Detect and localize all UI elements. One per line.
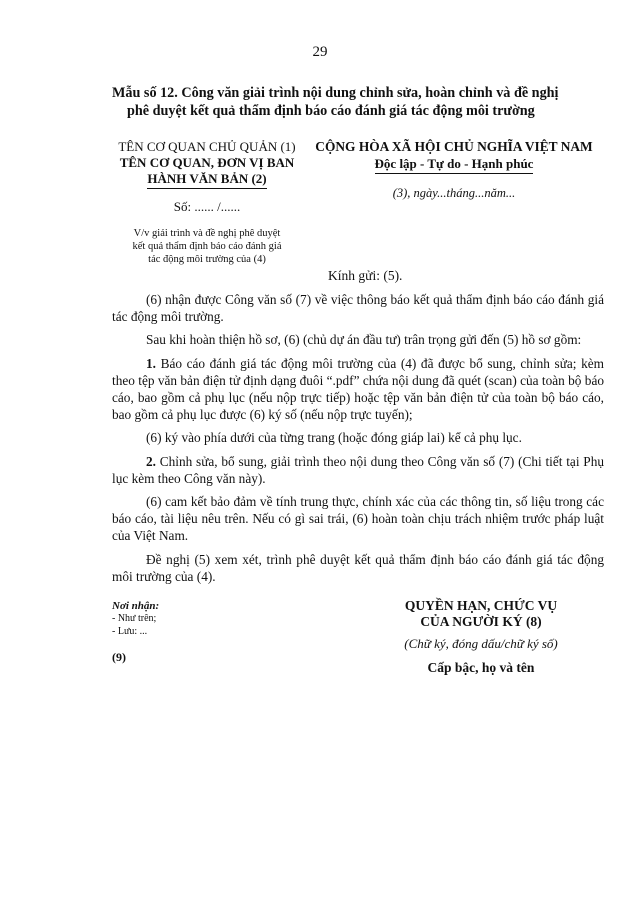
subject-line-2: kết quả thẩm định báo cáo đánh giá bbox=[132, 241, 282, 252]
body-paragraph-1: (6) nhận được Công văn số (7) về việc thông báo kết quả thẩm định báo cáo đánh giá tác động môi trường. bbox=[112, 292, 604, 325]
item-text-2: Chỉnh sửa, bổ sung, giải trình theo nội dung theo Công văn số (7) (Chi tiết tại Phụ lục kèm theo Công văn này). bbox=[112, 453, 604, 486]
item-text-1: Báo cáo đánh giá tác động môi trường của (4) đã được bổ sung, chỉnh sửa; kèm theo tệp văn bản điện tử định dạng đuôi “.pdf” chứa nội dung đã quét (scan) của toàn bộ báo cáo, bao gồm cả phụ lục (nếu nộp trực tiếp) hoặc tệp văn bản điện tử của toàn bộ báo cáo, bao gồm cả phụ lục được (6) ký số (nếu nộp trực tuyến); bbox=[112, 355, 604, 423]
item-number-1: 1. bbox=[146, 355, 156, 371]
document-number: Số: ...... /...... bbox=[173, 199, 241, 214]
body-paragraph-6: (6) cam kết bảo đảm về tính trung thực, chính xác của các thông tin, số liệu trong các báo cáo, tài liệu nêu trên. Nếu có gì sai trái, (6) hoàn toàn chịu trách nhiệm trước pháp luật của Việt Nam. bbox=[112, 494, 604, 544]
form-title bbox=[112, 84, 602, 120]
nation-name: CỘNG HÒA XÃ HỘI CHỦ NGHĨA VIỆT NAM bbox=[315, 139, 593, 154]
signature-block bbox=[356, 598, 606, 676]
national-motto: Độc lập - Tự do - Hạnh phúc bbox=[375, 156, 534, 174]
body-paragraph-5 bbox=[112, 453, 604, 487]
recipients-heading: Nơi nhận: bbox=[112, 600, 160, 612]
document-subject bbox=[112, 227, 302, 266]
form-title-line-2: phê duyệt kết quả thẩm định báo cáo đánh giá tác động môi trường bbox=[127, 103, 535, 119]
body-paragraph-4: (6) ký vào phía dưới của từng trang (hoặc đóng giáp lai) kể cả phụ lục. bbox=[146, 430, 522, 446]
subject-line-3: tác động môi trường của (4) bbox=[148, 254, 266, 265]
note-9: (9) bbox=[112, 650, 126, 664]
parent-agency: TÊN CƠ QUAN CHỦ QUẢN (1) bbox=[118, 139, 296, 154]
subject-line-1: V/v giải trình và đề nghị phê duyệt bbox=[133, 228, 281, 239]
recipient-item-1: - Như trên; bbox=[112, 613, 157, 624]
issuing-agency-block bbox=[112, 139, 302, 266]
issuing-agency-line-2: HÀNH VĂN BẢN (2) bbox=[147, 171, 266, 189]
body-paragraph-7: Đề nghị (5) xem xét, trình phê duyệt kết quả thẩm định báo cáo đánh giá tác động môi trường của (4). bbox=[112, 551, 604, 584]
issuing-agency-line-1: TÊN CƠ QUAN, ĐƠN VỊ BAN bbox=[119, 155, 295, 170]
recipient-line: Kính gửi: (5). bbox=[328, 268, 403, 283]
signer-name: Cấp bậc, họ và tên bbox=[427, 660, 535, 675]
item-number-2: 2. bbox=[146, 453, 156, 469]
recipient-item-2: - Lưu: ... bbox=[112, 626, 148, 637]
letter-body bbox=[112, 291, 604, 591]
body-paragraph-3 bbox=[112, 355, 604, 424]
date-line: (3), ngày...tháng...năm... bbox=[392, 186, 516, 200]
page-number: 29 bbox=[312, 44, 328, 60]
body-paragraph-2: Sau khi hoàn thiện hồ sơ, (6) (chủ dự án đầu tư) trân trọng gửi đến (5) hồ sơ gồm: bbox=[146, 332, 582, 348]
recipients-list bbox=[112, 600, 312, 665]
national-header-block bbox=[304, 139, 604, 201]
signature-note: (Chữ ký, đóng dấu/chữ ký số) bbox=[404, 636, 558, 651]
signer-title-line-2: CỦA NGƯỜI KÝ (8) bbox=[420, 614, 542, 629]
form-title-line-1: Mẫu số 12. Công văn giải trình nội dung chỉnh sửa, hoàn chỉnh và đề nghị bbox=[112, 85, 559, 101]
signer-title-line-1: QUYỀN HẠN, CHỨC VỤ bbox=[404, 598, 558, 613]
